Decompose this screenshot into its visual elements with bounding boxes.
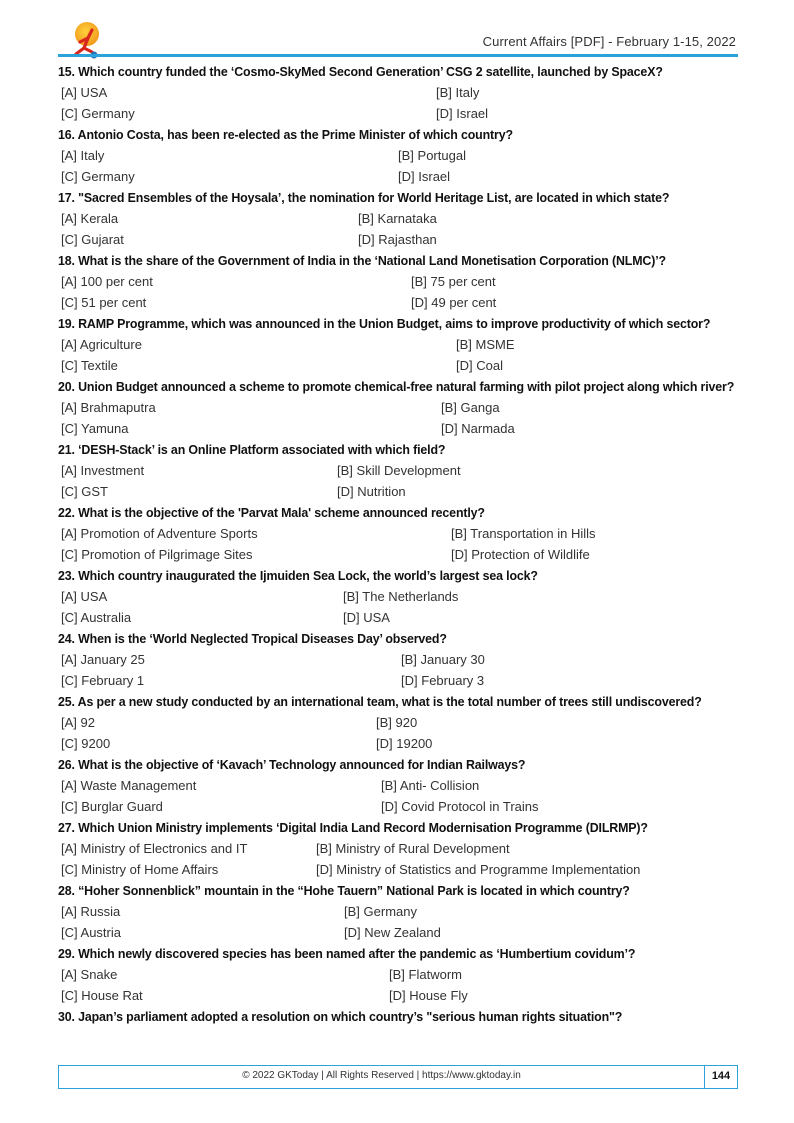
option-b	[438, 397, 738, 418]
option-text: Australia	[80, 610, 132, 625]
option-c	[58, 796, 378, 817]
question-text: 19. RAMP Programme, which was announced in the Union Budget, aims to improve productivity of which sector?	[58, 316, 711, 331]
option-b	[373, 712, 738, 733]
option-key: [A]	[61, 400, 77, 415]
option-text: The Netherlands	[362, 589, 459, 604]
option-key: [C]	[61, 484, 78, 499]
option-key: [A]	[61, 85, 77, 100]
option-d	[398, 670, 738, 691]
option-text: Textile	[81, 358, 118, 373]
option-key: [D]	[358, 232, 375, 247]
option-key: [D]	[398, 169, 415, 184]
option-text: 92	[80, 715, 95, 730]
option-key: [C]	[61, 232, 78, 247]
option-text: Skill Development	[356, 463, 461, 478]
option-text: February 3	[421, 673, 485, 688]
option-key: [C]	[61, 988, 78, 1003]
option-key: [B]	[337, 463, 353, 478]
option-key: [A]	[61, 337, 77, 352]
option-text: Flatworm	[408, 967, 462, 982]
question-text: 20. Union Budget announced a scheme to promote chemical-free natural farming with pilot project along which river?	[58, 379, 735, 394]
option-key: [A]	[61, 148, 77, 163]
option-key: [B]	[441, 400, 457, 415]
question-text: 28. “Hoher Sonnenblick” mountain in the “Hohe Tauern” National Park is located in which country?	[58, 883, 630, 898]
option-key: [C]	[61, 673, 78, 688]
question-text: 27. Which Union Ministry implements ‘Digital India Land Record Modernisation Programme (DILRMP)?	[58, 820, 648, 835]
option-c	[58, 670, 398, 691]
option-text: Promotion of Pilgrimage Sites	[81, 547, 253, 562]
option-d	[438, 418, 738, 439]
option-key: [C]	[61, 106, 78, 121]
option-key: [D]	[343, 610, 360, 625]
option-text: Germany	[81, 106, 135, 121]
options-grid	[58, 145, 738, 187]
option-text: January 25	[80, 652, 145, 667]
option-a	[58, 334, 453, 355]
option-b	[313, 838, 738, 859]
option-text: USA	[80, 589, 108, 604]
option-c	[58, 166, 395, 187]
option-text: Promotion of Adventure Sports	[80, 526, 258, 541]
option-c	[58, 418, 438, 439]
option-key: [D]	[456, 358, 473, 373]
option-b	[408, 271, 738, 292]
option-c	[58, 229, 355, 250]
option-b	[355, 208, 738, 229]
page-number: 144	[711, 1070, 731, 1082]
option-key: [D]	[337, 484, 354, 499]
option-key: [A]	[61, 589, 77, 604]
options-grid	[58, 208, 738, 250]
option-d	[433, 103, 738, 124]
option-key: [A]	[61, 463, 77, 478]
option-key: [B]	[456, 337, 472, 352]
options-grid	[58, 649, 738, 691]
option-a	[58, 82, 433, 103]
question-list	[58, 61, 738, 1027]
option-a	[58, 208, 355, 229]
option-c	[58, 292, 408, 313]
option-a	[58, 901, 341, 922]
option-text: Israel	[456, 106, 489, 121]
option-key: [A]	[61, 967, 77, 982]
option-key: [A]	[61, 778, 77, 793]
question-text: 16. Antonio Costa, has been re-elected as the Prime Minister of which country?	[58, 127, 513, 142]
options-grid	[58, 586, 738, 628]
option-key: [C]	[61, 421, 78, 436]
option-a	[58, 523, 448, 544]
option-a	[58, 712, 373, 733]
option-key: [C]	[61, 547, 78, 562]
question-text: 17. "Sacred Ensembles of the Hoysala’, the nomination for World Heritage List, are located in which state?	[58, 190, 670, 205]
option-text: Ministry of Electronics and IT	[80, 841, 248, 856]
option-b	[334, 460, 738, 481]
option-text: Karnataka	[377, 211, 437, 226]
option-text: New Zealand	[364, 925, 441, 940]
option-b	[386, 964, 738, 985]
options-grid	[58, 523, 738, 565]
header-title: Current Affairs [PDF] - February 1-15, 2022	[482, 34, 736, 49]
header-divider	[58, 54, 738, 57]
option-key: [A]	[61, 274, 77, 289]
option-key: [A]	[61, 211, 77, 226]
option-key: [D]	[441, 421, 458, 436]
options-grid	[58, 397, 738, 439]
option-key: [B]	[411, 274, 427, 289]
option-d	[448, 544, 738, 565]
question-text: 23. Which country inaugurated the Ijmuiden Sea Lock, the world’s largest sea lock?	[58, 568, 538, 583]
option-key: [C]	[61, 358, 78, 373]
option-key: [A]	[61, 652, 77, 667]
option-text: Germany	[363, 904, 417, 919]
option-c	[58, 607, 340, 628]
option-key: [C]	[61, 862, 78, 877]
option-d	[453, 355, 738, 376]
option-c	[58, 922, 341, 943]
option-b	[453, 334, 738, 355]
option-key: [C]	[61, 610, 78, 625]
option-key: [D]	[316, 862, 333, 877]
option-key: [B]	[398, 148, 414, 163]
option-text: Kerala	[80, 211, 119, 226]
question-text: 26. What is the objective of ‘Kavach’ Technology announced for Indian Railways?	[58, 757, 526, 772]
option-text: Ministry of Rural Development	[335, 841, 510, 856]
option-b	[340, 586, 738, 607]
options-grid	[58, 334, 738, 376]
option-b	[395, 145, 738, 166]
option-c	[58, 985, 386, 1006]
options-grid	[58, 712, 738, 754]
option-text: GST	[81, 484, 108, 499]
option-d	[373, 733, 738, 754]
option-text: House Rat	[81, 988, 143, 1003]
option-text: 19200	[396, 736, 433, 751]
option-key: [B]	[381, 778, 397, 793]
option-d	[334, 481, 738, 502]
option-text: 9200	[81, 736, 111, 751]
option-text: Italy	[80, 148, 105, 163]
option-text: Coal	[476, 358, 503, 373]
option-d	[386, 985, 738, 1006]
option-text: Russia	[80, 904, 121, 919]
option-key: [B]	[389, 967, 405, 982]
option-text: Agriculture	[79, 337, 142, 352]
option-key: [B]	[376, 715, 392, 730]
question-text: 25. As per a new study conducted by an international team, what is the total number of trees still undiscovered?	[58, 694, 702, 709]
option-text: Yamuna	[81, 421, 129, 436]
option-d	[378, 796, 738, 817]
option-text: Germany	[81, 169, 135, 184]
option-c	[58, 355, 453, 376]
options-grid	[58, 775, 738, 817]
option-key: [B]	[343, 589, 359, 604]
options-grid	[58, 460, 738, 502]
option-text: 75 per cent	[430, 274, 496, 289]
option-key: [A]	[61, 904, 77, 919]
option-text: Brahmaputra	[80, 400, 156, 415]
option-a	[58, 586, 340, 607]
option-text: Anti- Collision	[399, 778, 480, 793]
option-key: [C]	[61, 169, 78, 184]
question-text: 22. What is the objective of the 'Parvat Mala' scheme announced recently?	[58, 505, 485, 520]
option-a	[58, 397, 438, 418]
question-text: 30. Japan’s parliament adopted a resolution on which country’s "serious human rights situation"?	[58, 1009, 623, 1024]
option-a	[58, 964, 386, 985]
option-a	[58, 145, 395, 166]
option-key: [C]	[61, 799, 78, 814]
question-text: 29. Which newly discovered species has been named after the pandemic as ‘Humbertium covidum’?	[58, 946, 636, 961]
option-text: 49 per cent	[431, 295, 497, 310]
question-text: 15. Which country funded the ‘Cosmo-SkyMed Second Generation’ CSG 2 satellite, launched by SpaceX?	[58, 64, 663, 79]
option-a	[58, 460, 334, 481]
option-text: Israel	[418, 169, 451, 184]
option-c	[58, 544, 448, 565]
option-key: [C]	[61, 295, 78, 310]
option-key: [B]	[344, 904, 360, 919]
option-c	[58, 733, 373, 754]
page-footer	[58, 1065, 738, 1089]
option-key: [B]	[451, 526, 467, 541]
option-a	[58, 838, 313, 859]
option-d	[355, 229, 738, 250]
option-text: February 1	[81, 673, 145, 688]
option-text: Nutrition	[357, 484, 406, 499]
option-key: [A]	[61, 841, 77, 856]
options-grid	[58, 964, 738, 1006]
question-text: 21. ‘DESH-Stack’ is an Online Platform associated with which field?	[58, 442, 446, 457]
option-text: Transportation in Hills	[470, 526, 596, 541]
option-key: [B]	[436, 85, 452, 100]
option-d	[313, 859, 738, 880]
option-d	[340, 607, 738, 628]
option-b	[433, 82, 738, 103]
option-text: House Fly	[409, 988, 468, 1003]
option-key: [D]	[389, 988, 406, 1003]
option-d	[395, 166, 738, 187]
option-key: [A]	[61, 526, 77, 541]
option-c	[58, 481, 334, 502]
option-c	[58, 859, 313, 880]
option-text: 920	[395, 715, 418, 730]
option-key: [C]	[61, 925, 78, 940]
option-text: Portugal	[417, 148, 466, 163]
option-text: Ganga	[460, 400, 500, 415]
option-text: 100 per cent	[80, 274, 153, 289]
option-b	[398, 649, 738, 670]
option-text: January 30	[420, 652, 485, 667]
question-text: 18. What is the share of the Government of India in the ‘National Land Monetisation Corporation (NLMC)’?	[58, 253, 666, 268]
option-text: 51 per cent	[81, 295, 147, 310]
option-key: [C]	[61, 736, 78, 751]
option-key: [D]	[411, 295, 428, 310]
option-text: Italy	[455, 85, 480, 100]
options-grid	[58, 82, 738, 124]
question-text: 24. When is the ‘World Neglected Tropical Diseases Day’ observed?	[58, 631, 447, 646]
option-key: [B]	[316, 841, 332, 856]
option-text: MSME	[475, 337, 515, 352]
option-text: Austria	[80, 925, 121, 940]
option-text: Snake	[80, 967, 118, 982]
option-key: [D]	[381, 799, 398, 814]
option-text: Burglar Guard	[81, 799, 163, 814]
option-key: [D]	[376, 736, 393, 751]
options-grid	[58, 901, 738, 943]
option-key: [B]	[358, 211, 374, 226]
option-text: USA	[80, 85, 108, 100]
option-key: [A]	[61, 715, 77, 730]
option-d	[341, 922, 738, 943]
option-text: Ministry of Statistics and Programme Implementation	[336, 862, 641, 877]
option-text: Ministry of Home Affairs	[81, 862, 219, 877]
option-key: [D]	[436, 106, 453, 121]
option-c	[58, 103, 433, 124]
option-key: [D]	[344, 925, 361, 940]
option-key: [B]	[401, 652, 417, 667]
option-text: Narmada	[461, 421, 515, 436]
option-text: Waste Management	[80, 778, 197, 793]
option-text: Protection of Wildlife	[471, 547, 590, 562]
options-grid	[58, 838, 738, 880]
footer-copyright: © 2022 GKToday | All Rights Reserved | https://www.gktoday.in	[242, 1070, 521, 1081]
option-b	[448, 523, 738, 544]
option-b	[341, 901, 738, 922]
options-grid	[58, 271, 738, 313]
option-b	[378, 775, 738, 796]
option-text: Investment	[80, 463, 145, 478]
option-a	[58, 271, 408, 292]
option-text: USA	[363, 610, 390, 625]
option-text: Gujarat	[81, 232, 124, 247]
option-d	[408, 292, 738, 313]
option-key: [D]	[401, 673, 418, 688]
option-text: Covid Protocol in Trains	[401, 799, 539, 814]
option-a	[58, 649, 398, 670]
option-key: [D]	[451, 547, 468, 562]
option-a	[58, 775, 378, 796]
option-text: Rajasthan	[378, 232, 437, 247]
